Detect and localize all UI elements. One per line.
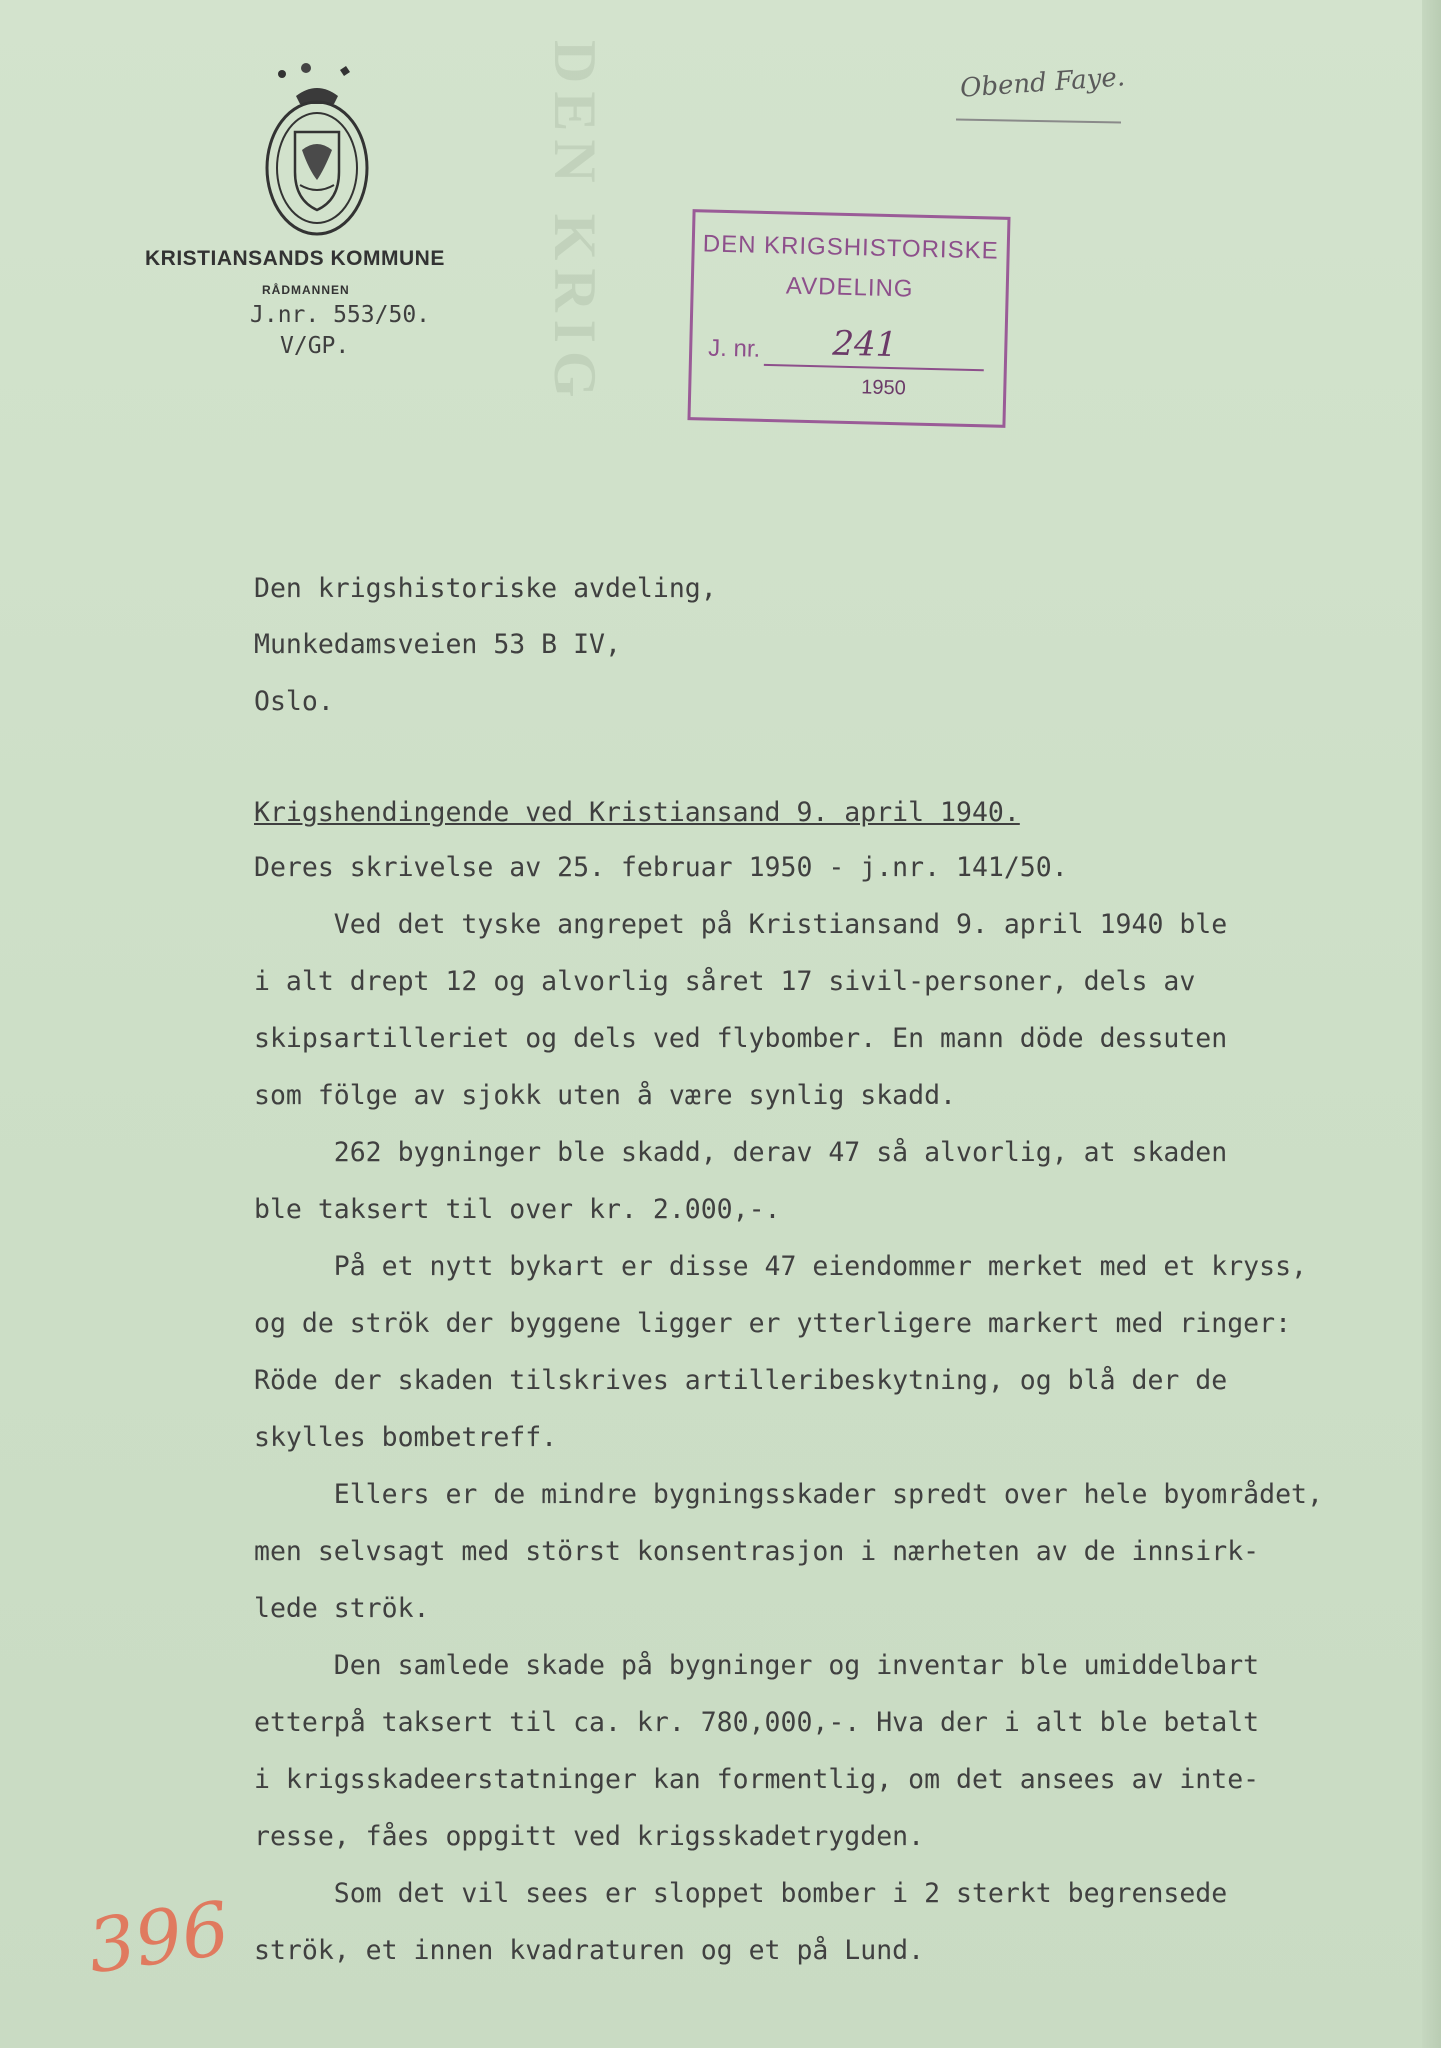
body-line: 262 bygninger ble skadd, derav 47 så alvorlig, at skaden [254,1137,1228,1168]
body-line: etterpå taksert til ca. kr. 780,000,-. Hva der i alt ble betalt [254,1707,1260,1738]
body-line: Ved det tyske angrepet på Kristiansand 9. april 1940 ble [254,909,1228,940]
journal-number: J.nr. 553/50. [250,302,431,328]
stamp-year: 1950 [861,376,907,400]
address-line-3: Oslo. [254,686,334,717]
body-line: skipsartilleriet og dels ved flybomber. En mann döde dessuten [254,1023,1228,1054]
stamp-line-2: AVDELING [785,272,914,303]
stamp-underline [764,364,984,371]
department-name: RÅDMANNEN [262,283,350,297]
organization-name: KRISTIANSANDS KOMMUNE [145,247,445,270]
watermark: DEN KRIG [542,40,608,406]
body-line: På et nytt bykart er disse 47 eiendommer merket med et kryss, [254,1251,1307,1282]
body-line: lede strök. [254,1593,430,1624]
reference-line: Deres skrivelse av 25. februar 1950 - j.nr. 141/50. [254,852,1068,883]
body-line: i krigsskadeerstatninger kan formentlig, om det ansees av inte- [254,1764,1260,1795]
body-line: i alt drept 12 og alvorlig såret 17 sivil-personer, dels av [254,966,1196,997]
address-line-1: Den krigshistoriske avdeling, [254,573,717,604]
body-line: skylles bombetreff. [254,1422,558,1453]
handwritten-note: Obend Faye. [959,62,1126,104]
body-line: som fölge av sjokk uten å være synlig skadd. [254,1080,956,1111]
stamp-jnr-label: J. nr. [707,334,761,363]
body-line: Ellers er de mindre bygningsskader spredt over hele byområdet, [254,1479,1323,1510]
archive-stamp [687,209,1010,428]
body-line: ble taksert til over kr. 2.000,-. [254,1194,781,1225]
stamp-number: 241 [831,323,898,366]
body-line: strök, et innen kvadraturen og et på Lund. [254,1935,925,1966]
address-line-2: Munkedamsveien 53 B IV, [254,629,621,660]
page-edge [1422,0,1441,2048]
body-line: Som det vil sees er sloppet bomber i 2 sterkt begrensede [254,1878,1228,1909]
body-line: Röde der skaden tilskrives artilleribeskytning, og blå der de [254,1365,1228,1396]
page-number: 396 [82,1885,235,1991]
subject-line: Krigshendingende ved Kristiansand 9. april 1940. [254,797,1020,828]
body-line: men selvsagt med störst konsentrasjon i nærheten av de innsirk- [254,1536,1260,1567]
stamp-line-1: DEN KRIGSHISTORISKE [702,230,999,265]
body-line: og de strök der byggene ligger er ytterligere markert med ringer: [254,1308,1292,1339]
body-line: resse, fåes oppgitt ved krigsskadetrygden. [254,1821,925,1852]
body-line: Den samlede skade på bygninger og inventar ble umiddelbart [254,1650,1260,1681]
initials: V/GP. [280,333,350,359]
coat-of-arms-seal-icon [262,60,372,240]
